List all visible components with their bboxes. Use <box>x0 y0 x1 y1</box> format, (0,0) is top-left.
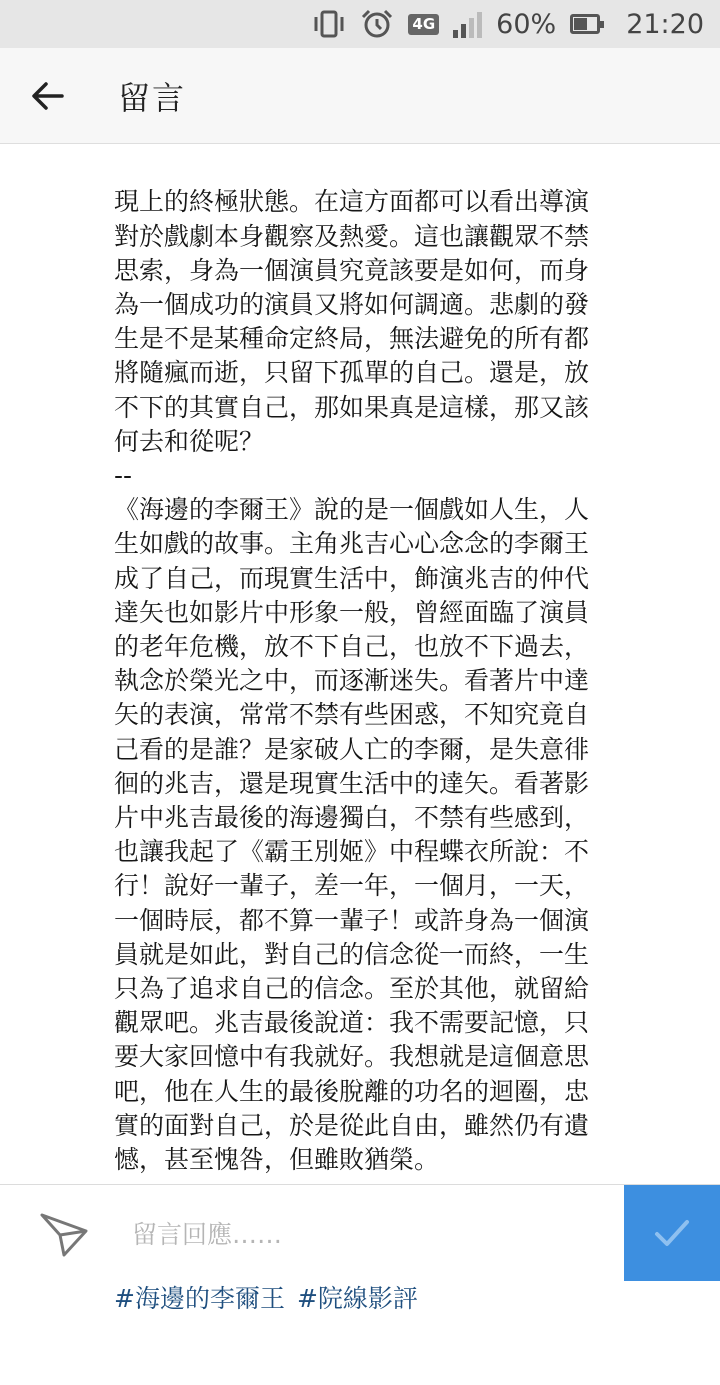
post-line: 要大家回憶中有我就好。我想就是這個意思 <box>114 1042 590 1072</box>
post-line: 將隨瘋而逝，只留下孤單的自己。還是，放 <box>114 358 590 388</box>
status-bar <box>0 0 720 48</box>
post-line: 只為了追求自己的信念。至於其他，就留給 <box>114 974 590 1004</box>
lte-icon <box>408 14 439 35</box>
clock: 21:20 <box>626 8 704 40</box>
post-line: 徊的兆吉，還是現實生活中的達矢。看著影 <box>114 768 590 798</box>
post-line: 矢的表演，常常不禁有些困惑，不知究竟自 <box>114 700 590 730</box>
post-line: 片中兆吉最後的海邊獨白，不禁有些感到， <box>114 803 590 833</box>
page-title: 留言 <box>118 78 187 117</box>
hashtag-link[interactable]: #海邊的李爾王 <box>114 1283 285 1313</box>
post-line: 為一個成功的演員又將如何調適。悲劇的發 <box>114 290 590 320</box>
post-line: 思索，身為一個演員究竟該要是如何，而身 <box>114 255 590 285</box>
battery-percent: 60% <box>496 8 557 40</box>
post-line: 現上的終極狀態。在這方面都可以看出導演 <box>114 187 590 217</box>
post-text <box>114 185 654 1211</box>
post-line: 吧，他在人生的最後脫離的功名的迴圈，忠 <box>114 1076 590 1106</box>
post-line: 執念於榮光之中，而逐漸迷失。看著片中達 <box>114 666 590 696</box>
post-line: 員就是如此，對自己的信念從一而終，一生 <box>114 939 590 969</box>
post-tags <box>114 1282 654 1316</box>
hashtag-link[interactable]: #院線影評 <box>296 1283 418 1313</box>
back-button[interactable] <box>0 48 96 144</box>
battery-icon <box>570 14 600 34</box>
alarm-icon <box>360 8 394 40</box>
post-line: 觀眾吧。兆吉最後說道：我不需要記憶，只 <box>114 1008 590 1038</box>
post-line: 實的面對自己，於是從此自由，雖然仍有遺 <box>114 1110 590 1140</box>
signal-icon <box>453 10 482 38</box>
post-line: 憾，甚至愧咎，但雖敗猶榮。 <box>114 1145 440 1175</box>
post-line: 生是不是某種命定終局，無法避免的所有都 <box>114 324 590 354</box>
post-line: 己看的是誰？是家破人亡的李爾，是失意徘 <box>114 734 590 764</box>
comment-input[interactable] <box>130 1203 614 1265</box>
network-label: 4G <box>408 14 439 35</box>
post-line: 行！說好一輩子，差一年，一個月，一天， <box>114 871 590 901</box>
arrow-left-icon <box>28 76 68 116</box>
post-line: 《海邊的李爾王》說的是一個戲如人生，人 <box>114 495 590 525</box>
post-line: 對於戲劇本身觀察及熱愛。這也讓觀眾不禁 <box>114 221 590 251</box>
vibrate-icon <box>312 9 346 39</box>
paper-plane-icon[interactable] <box>36 1205 92 1261</box>
post-line: -- <box>114 461 133 491</box>
post-line: 一個時辰，都不算一輩子！或許身為一個演 <box>114 905 590 935</box>
post-line: 的老年危機，放不下自己，也放不下過去， <box>114 632 590 662</box>
post-line: 生如戲的故事。主角兆吉心心念念的李爾王 <box>114 529 590 559</box>
post-line: 達矢也如影片中形象一般，曾經面臨了演員 <box>114 597 590 627</box>
post-line: 不下的其實自己，那如果真是這樣，那又該 <box>114 392 590 422</box>
comment-content[interactable] <box>0 145 720 1313</box>
post-line: 何去和從呢？ <box>114 426 265 456</box>
post-line: 成了自己，而現實生活中，飾演兆吉的仲代 <box>114 563 590 593</box>
checkmark-icon <box>648 1209 696 1257</box>
submit-button[interactable] <box>624 1185 720 1281</box>
post-line: 也讓我起了《霸王別姬》中程蝶衣所說：不 <box>114 837 590 867</box>
comment-composer <box>0 1184 720 1280</box>
